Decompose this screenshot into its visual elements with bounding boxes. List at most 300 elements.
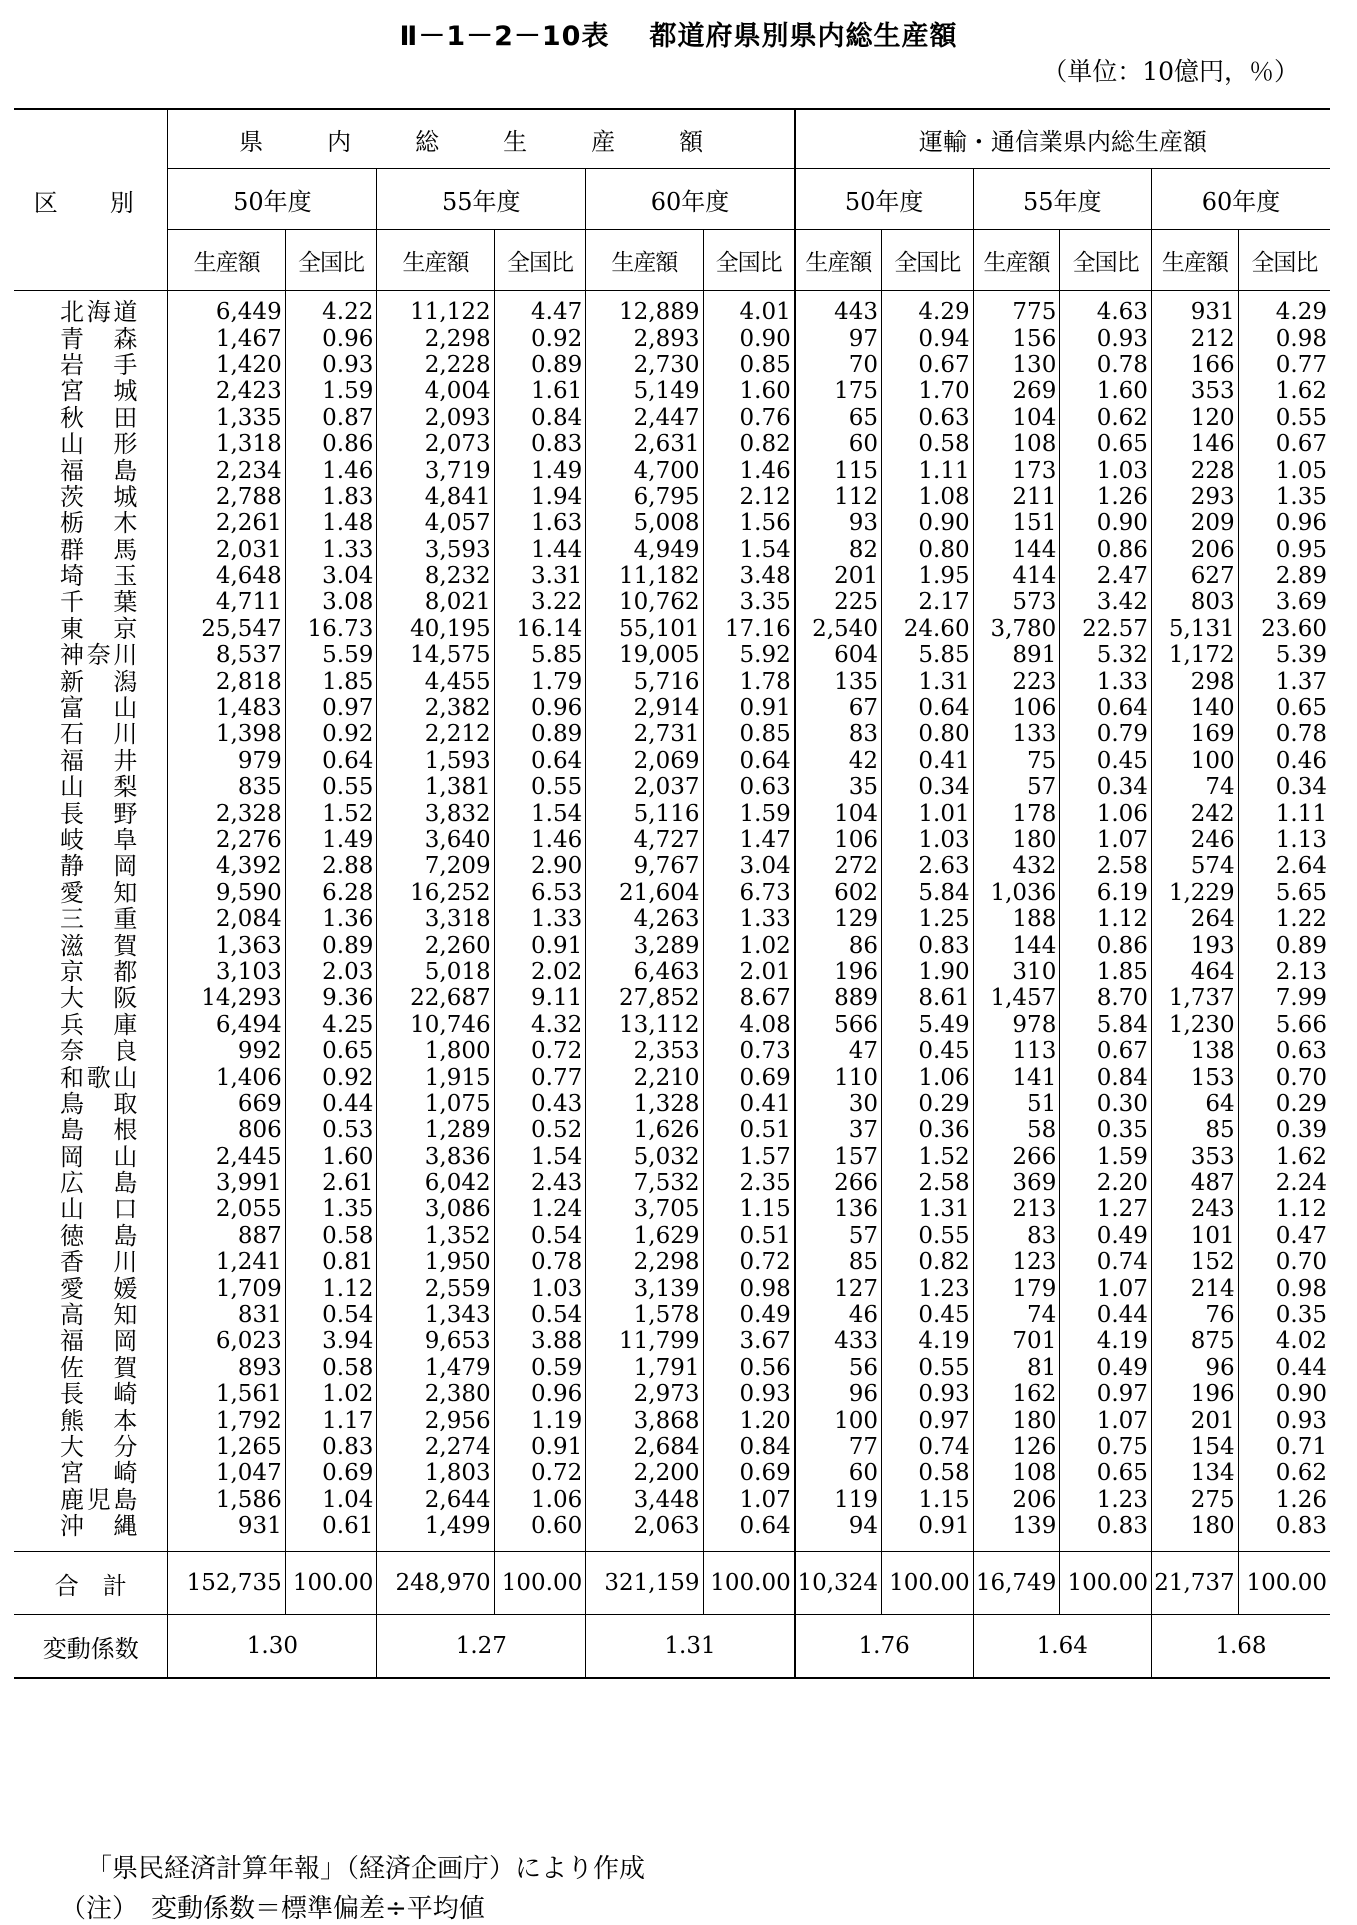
amount-cell: 2,644	[377, 1487, 494, 1513]
prefecture-name: 鳥取	[60, 1089, 138, 1118]
amount-cell: 135	[795, 668, 882, 694]
amount-cell: 112	[795, 484, 882, 510]
ratio-cell: 0.58	[285, 1223, 377, 1249]
amount-cell: 574	[1151, 853, 1238, 879]
ratio-cell: 0.69	[703, 1460, 795, 1486]
table-row	[14, 1407, 1330, 1433]
amount-cell: 151	[973, 510, 1060, 536]
ratio-cell: 1.31	[881, 1196, 973, 1222]
table-row	[14, 352, 1330, 378]
ratio-cell: 1.61	[494, 378, 586, 404]
prefecture-name: 愛知	[60, 878, 138, 907]
table-row	[14, 1038, 1330, 1064]
prefecture-name: 長野	[60, 799, 138, 828]
ratio-cell: 4.25	[285, 1012, 377, 1038]
amount-cell: 2,037	[586, 774, 703, 800]
ratio-header: 全国比	[285, 230, 377, 291]
amount-cell: 3,289	[586, 932, 703, 958]
ratio-cell: 2.61	[285, 1170, 377, 1196]
ratio-cell: 0.82	[881, 1249, 973, 1275]
year-header: 60年度	[586, 169, 795, 230]
amount-cell: 1,335	[168, 405, 285, 431]
ratio-cell: 2.12	[703, 484, 795, 510]
amount-cell: 3,103	[168, 959, 285, 985]
amount-cell: 2,031	[168, 537, 285, 563]
amount-cell: 1,709	[168, 1275, 285, 1301]
amount-cell: 2,447	[586, 405, 703, 431]
amount-cell: 8,021	[377, 589, 494, 615]
ratio-cell: 0.93	[285, 352, 377, 378]
amount-cell: 414	[973, 563, 1060, 589]
ratio-cell: 0.30	[1060, 1091, 1152, 1117]
ratio-cell: 9.11	[494, 985, 586, 1011]
table-row	[14, 484, 1330, 510]
ratio-cell: 0.71	[1238, 1434, 1330, 1460]
ratio-cell: 0.96	[494, 695, 586, 721]
amount-cell: 1,578	[586, 1302, 703, 1328]
amount-cell: 2,382	[377, 695, 494, 721]
amount-cell: 5,032	[586, 1144, 703, 1170]
ratio-cell: 1.23	[1060, 1487, 1152, 1513]
prefecture-name: 和歌山	[60, 1063, 138, 1092]
table-row	[14, 1091, 1330, 1117]
amount-cell: 1,230	[1151, 1012, 1238, 1038]
prefecture-name: 静岡	[60, 852, 138, 881]
prefecture-name: 徳島	[60, 1221, 138, 1250]
amount-cell: 242	[1151, 800, 1238, 826]
prefecture-name: 三重	[60, 905, 138, 934]
ratio-cell: 0.34	[881, 774, 973, 800]
amount-cell: 604	[795, 642, 882, 668]
ratio-cell: 1.07	[703, 1487, 795, 1513]
ratio-cell: 0.93	[881, 1381, 973, 1407]
amount-cell: 133	[973, 721, 1060, 747]
ratio-cell: 0.64	[1060, 695, 1152, 721]
ratio-cell: 5.49	[881, 1012, 973, 1038]
amount-cell: 264	[1151, 906, 1238, 932]
table-row	[14, 880, 1330, 906]
amount-cell: 3,086	[377, 1196, 494, 1222]
prefecture-name: 滋賀	[60, 931, 138, 960]
ratio-cell: 1.06	[494, 1487, 586, 1513]
cv-row	[14, 1615, 1330, 1679]
amount-cell: 108	[973, 1460, 1060, 1486]
ratio-cell: 0.58	[881, 431, 973, 457]
table-row	[14, 563, 1330, 589]
prefecture-name: 熊本	[60, 1406, 138, 1435]
ratio-cell: 2.24	[1238, 1170, 1330, 1196]
prefecture-name: 東京	[60, 614, 138, 643]
table-row	[14, 774, 1330, 800]
ratio-cell: 0.98	[1238, 325, 1330, 351]
amount-cell: 1,343	[377, 1302, 494, 1328]
amount-cell: 1,289	[377, 1117, 494, 1143]
prefecture-name: 宮崎	[60, 1459, 138, 1488]
ratio-cell: 0.93	[703, 1381, 795, 1407]
amount-cell: 831	[168, 1302, 285, 1328]
amount-cell: 209	[1151, 510, 1238, 536]
ratio-cell: 0.97	[881, 1407, 973, 1433]
amount-cell: 152	[1151, 1249, 1238, 1275]
ratio-cell: 0.78	[494, 1249, 586, 1275]
table-row	[14, 291, 1330, 326]
ratio-cell: 1.46	[703, 457, 795, 483]
amount-cell: 14,293	[168, 985, 285, 1011]
ratio-cell: 1.01	[881, 800, 973, 826]
ratio-cell: 0.64	[285, 748, 377, 774]
year-header: 50年度	[168, 169, 377, 230]
amount-cell: 2,298	[377, 325, 494, 351]
ratio-cell: 5.32	[1060, 642, 1152, 668]
ratio-cell: 1.83	[285, 484, 377, 510]
ratio-cell: 3.35	[703, 589, 795, 615]
prefecture-name: 高知	[60, 1301, 138, 1330]
ratio-cell: 0.65	[1238, 695, 1330, 721]
ratio-cell: 1.48	[285, 510, 377, 536]
table-row	[14, 695, 1330, 721]
ratio-cell: 1.20	[703, 1407, 795, 1433]
ratio-cell: 0.89	[494, 352, 586, 378]
ratio-cell: 4.22	[285, 291, 377, 326]
ratio-cell: 0.94	[881, 325, 973, 351]
ratio-cell: 1.07	[1060, 827, 1152, 853]
prefecture-name: 秋田	[60, 403, 138, 432]
table-row	[14, 985, 1330, 1011]
amount-cell: 266	[795, 1170, 882, 1196]
ratio-cell: 1.11	[1238, 800, 1330, 826]
ratio-cell: 0.72	[703, 1249, 795, 1275]
prefecture-name: 岡山	[60, 1142, 138, 1171]
ratio-cell: 1.49	[285, 827, 377, 853]
amount-cell: 35	[795, 774, 882, 800]
amount-cell: 140	[1151, 695, 1238, 721]
ratio-cell: 3.42	[1060, 589, 1152, 615]
ratio-cell: 0.45	[1060, 748, 1152, 774]
amount-cell: 978	[973, 1012, 1060, 1038]
prefecture-name: 京都	[60, 957, 138, 986]
amount-cell: 8,232	[377, 563, 494, 589]
amount-cell: 120	[1151, 405, 1238, 431]
ratio-cell: 0.84	[494, 405, 586, 431]
ratio-cell: 0.80	[881, 537, 973, 563]
ratio-cell: 1.11	[881, 457, 973, 483]
amount-cell: 573	[973, 589, 1060, 615]
amount-cell: 2,055	[168, 1196, 285, 1222]
ratio-cell: 1.52	[881, 1144, 973, 1170]
ratio-cell: 1.54	[494, 1144, 586, 1170]
amount-cell: 3,448	[586, 1487, 703, 1513]
amount-cell: 100	[795, 1407, 882, 1433]
ratio-cell: 1.94	[494, 484, 586, 510]
prefecture-name: 岩手	[60, 350, 138, 379]
amount-cell: 25,547	[168, 616, 285, 642]
amount-cell: 1,950	[377, 1249, 494, 1275]
amount-cell: 201	[795, 563, 882, 589]
ratio-cell: 0.77	[1238, 352, 1330, 378]
gdp-table	[14, 108, 1330, 1679]
amount-cell: 166	[1151, 352, 1238, 378]
table-row	[14, 537, 1330, 563]
amount-cell: 5,116	[586, 800, 703, 826]
ratio-cell: 1.33	[703, 906, 795, 932]
ratio-cell: 0.89	[285, 932, 377, 958]
amount-cell: 108	[973, 431, 1060, 457]
amount-cell: 30	[795, 1091, 882, 1117]
ratio-cell: 3.67	[703, 1328, 795, 1354]
prefecture-name: 大分	[60, 1432, 138, 1461]
table-row	[14, 510, 1330, 536]
total-ratio: 100.00	[285, 1552, 377, 1615]
ratio-cell: 0.91	[494, 1434, 586, 1460]
amount-cell: 156	[973, 325, 1060, 351]
amount-cell: 4,711	[168, 589, 285, 615]
amount-cell: 2,298	[586, 1249, 703, 1275]
table-name: 都道府県別県内総生産額	[649, 21, 958, 52]
amount-cell: 58	[973, 1117, 1060, 1143]
ratio-cell: 2.20	[1060, 1170, 1152, 1196]
ratio-cell: 1.27	[1060, 1196, 1152, 1222]
ratio-cell: 0.79	[1060, 721, 1152, 747]
cv-value: 1.27	[377, 1615, 586, 1679]
table-row	[14, 959, 1330, 985]
ratio-cell: 5.84	[881, 880, 973, 906]
ratio-cell: 1.56	[703, 510, 795, 536]
ratio-cell: 5.65	[1238, 880, 1330, 906]
amount-cell: 4,057	[377, 510, 494, 536]
prefecture-name: 千葉	[60, 588, 138, 617]
ratio-cell: 2.58	[881, 1170, 973, 1196]
amount-cell: 8,537	[168, 642, 285, 668]
prefecture-name: 奈良	[60, 1037, 138, 1066]
ratio-cell: 4.02	[1238, 1328, 1330, 1354]
prefecture-name: 山梨	[60, 773, 138, 802]
ratio-cell: 0.59	[494, 1355, 586, 1381]
amount-cell: 2,353	[586, 1038, 703, 1064]
amount-cell: 42	[795, 748, 882, 774]
ratio-cell: 2.63	[881, 853, 973, 879]
amount-cell: 4,455	[377, 668, 494, 694]
cv-value: 1.76	[795, 1615, 973, 1679]
ratio-cell: 7.99	[1238, 985, 1330, 1011]
ratio-cell: 0.72	[494, 1038, 586, 1064]
amount-cell: 889	[795, 985, 882, 1011]
ratio-cell: 4.19	[1060, 1328, 1152, 1354]
amount-cell: 2,631	[586, 431, 703, 457]
amount-cell: 4,727	[586, 827, 703, 853]
ratio-cell: 0.41	[881, 748, 973, 774]
amount-cell: 201	[1151, 1407, 1238, 1433]
ratio-cell: 3.94	[285, 1328, 377, 1354]
cv-value: 1.30	[168, 1615, 377, 1679]
ratio-cell: 0.65	[1060, 1460, 1152, 1486]
ratio-cell: 23.60	[1238, 616, 1330, 642]
amount-cell: 3,991	[168, 1170, 285, 1196]
amount-cell: 2,063	[586, 1513, 703, 1552]
ratio-cell: 1.90	[881, 959, 973, 985]
ratio-cell: 0.65	[1060, 431, 1152, 457]
amount-cell: 130	[973, 352, 1060, 378]
ratio-cell: 1.12	[1238, 1196, 1330, 1222]
amount-cell: 138	[1151, 1038, 1238, 1064]
table-row	[14, 1117, 1330, 1143]
table-row	[14, 378, 1330, 404]
amount-cell: 6,463	[586, 959, 703, 985]
ratio-cell: 1.04	[285, 1487, 377, 1513]
amount-cell: 7,532	[586, 1170, 703, 1196]
ratio-cell: 0.85	[703, 721, 795, 747]
ratio-cell: 16.73	[285, 616, 377, 642]
ratio-cell: 16.14	[494, 616, 586, 642]
amount-cell: 154	[1151, 1434, 1238, 1460]
ratio-cell: 1.07	[1060, 1407, 1152, 1433]
ratio-cell: 1.35	[1238, 484, 1330, 510]
group-header-gdp: 県 内 総 生 産 額	[168, 109, 795, 169]
table-number: Ⅱ－1－2－10表	[399, 21, 610, 52]
amount-cell: 64	[1151, 1091, 1238, 1117]
ratio-cell: 0.53	[285, 1117, 377, 1143]
amount-cell: 1,737	[1151, 985, 1238, 1011]
amount-cell: 4,648	[168, 563, 285, 589]
ratio-cell: 1.31	[881, 668, 973, 694]
table-header	[14, 109, 1330, 291]
amount-cell: 9,653	[377, 1328, 494, 1354]
total-ratio: 100.00	[703, 1552, 795, 1615]
ratio-cell: 1.02	[285, 1381, 377, 1407]
table-row	[14, 1275, 1330, 1301]
table-row	[14, 1144, 1330, 1170]
amount-cell: 86	[795, 932, 882, 958]
amount-cell: 2,684	[586, 1434, 703, 1460]
amount-cell: 12,889	[586, 291, 703, 326]
amount-cell: 3,719	[377, 457, 494, 483]
amount-cell: 37	[795, 1117, 882, 1143]
ratio-cell: 9.36	[285, 985, 377, 1011]
table-row	[14, 1381, 1330, 1407]
amount-cell: 141	[973, 1064, 1060, 1090]
ratio-cell: 1.06	[881, 1064, 973, 1090]
ratio-cell: 0.55	[881, 1223, 973, 1249]
amount-cell: 2,423	[168, 378, 285, 404]
category-header: 区 別	[14, 109, 168, 291]
ratio-cell: 2.13	[1238, 959, 1330, 985]
amount-cell: 2,380	[377, 1381, 494, 1407]
amount-cell: 83	[795, 721, 882, 747]
ratio-cell: 1.22	[1238, 906, 1330, 932]
footnote: （注） 変動係数＝標準偏差÷平均値	[60, 1894, 485, 1924]
amount-cell: 56	[795, 1355, 882, 1381]
amount-cell: 1,047	[168, 1460, 285, 1486]
amount-cell: 627	[1151, 563, 1238, 589]
amount-cell: 464	[1151, 959, 1238, 985]
ratio-cell: 0.91	[494, 932, 586, 958]
ratio-cell: 1.54	[494, 800, 586, 826]
amount-cell: 40,195	[377, 616, 494, 642]
ratio-cell: 1.06	[1060, 800, 1152, 826]
amount-cell: 2,818	[168, 668, 285, 694]
prefecture-name: 栃木	[60, 509, 138, 538]
amount-cell: 97	[795, 325, 882, 351]
amount-cell: 104	[973, 405, 1060, 431]
ratio-cell: 4.08	[703, 1012, 795, 1038]
amount-cell: 11,182	[586, 563, 703, 589]
ratio-cell: 0.60	[494, 1513, 586, 1552]
ratio-cell: 1.59	[1060, 1144, 1152, 1170]
table-row	[14, 800, 1330, 826]
amount-cell: 487	[1151, 1170, 1238, 1196]
ratio-cell: 4.47	[494, 291, 586, 326]
amount-cell: 1,586	[168, 1487, 285, 1513]
ratio-cell: 1.23	[881, 1275, 973, 1301]
prefecture-name: 大阪	[60, 984, 138, 1013]
amount-cell: 4,700	[586, 457, 703, 483]
ratio-cell: 0.92	[494, 325, 586, 351]
amount-cell: 7,209	[377, 853, 494, 879]
ratio-cell: 0.90	[703, 325, 795, 351]
ratio-cell: 0.84	[703, 1434, 795, 1460]
ratio-cell: 0.97	[1060, 1381, 1152, 1407]
amount-cell: 369	[973, 1170, 1060, 1196]
amount-cell: 127	[795, 1275, 882, 1301]
amount-cell: 353	[1151, 378, 1238, 404]
prefecture-name: 富山	[60, 694, 138, 723]
ratio-cell: 0.46	[1238, 748, 1330, 774]
year-header: 50年度	[795, 169, 973, 230]
ratio-cell: 0.92	[285, 721, 377, 747]
amount-cell: 602	[795, 880, 882, 906]
ratio-cell: 0.64	[881, 695, 973, 721]
amount-cell: 211	[973, 484, 1060, 510]
amount-cell: 2,073	[377, 431, 494, 457]
ratio-cell: 8.70	[1060, 985, 1152, 1011]
ratio-cell: 1.44	[494, 537, 586, 563]
table-row	[14, 1302, 1330, 1328]
ratio-cell: 0.67	[1060, 1038, 1152, 1064]
table-row	[14, 1012, 1330, 1038]
ratio-cell: 0.70	[1238, 1064, 1330, 1090]
cv-value: 1.68	[1151, 1615, 1330, 1679]
ratio-cell: 6.53	[494, 880, 586, 906]
ratio-cell: 2.88	[285, 853, 377, 879]
amount-cell: 1,457	[973, 985, 1060, 1011]
amount-cell: 2,261	[168, 510, 285, 536]
amount-cell: 1,483	[168, 695, 285, 721]
ratio-cell: 0.83	[1060, 1513, 1152, 1552]
ratio-cell: 0.74	[1060, 1249, 1152, 1275]
ratio-cell: 0.63	[703, 774, 795, 800]
ratio-cell: 0.95	[1238, 537, 1330, 563]
ratio-cell: 0.63	[881, 405, 973, 431]
table-title	[0, 14, 1357, 53]
prefecture-name: 茨城	[60, 482, 138, 511]
amount-cell: 1,479	[377, 1355, 494, 1381]
amount-cell: 1,791	[586, 1355, 703, 1381]
amount-cell: 5,008	[586, 510, 703, 536]
ratio-cell: 3.08	[285, 589, 377, 615]
ratio-cell: 1.33	[494, 906, 586, 932]
ratio-cell: 0.78	[1238, 721, 1330, 747]
prefecture-name: 埼玉	[60, 562, 138, 591]
ratio-cell: 4.01	[703, 291, 795, 326]
ratio-cell: 1.19	[494, 1407, 586, 1433]
total-amount: 152,735	[168, 1552, 285, 1615]
ratio-cell: 0.54	[285, 1302, 377, 1328]
ratio-cell: 1.02	[703, 932, 795, 958]
ratio-cell: 0.49	[703, 1302, 795, 1328]
amount-cell: 214	[1151, 1275, 1238, 1301]
ratio-cell: 5.59	[285, 642, 377, 668]
amount-cell: 293	[1151, 484, 1238, 510]
ratio-cell: 0.98	[1238, 1275, 1330, 1301]
